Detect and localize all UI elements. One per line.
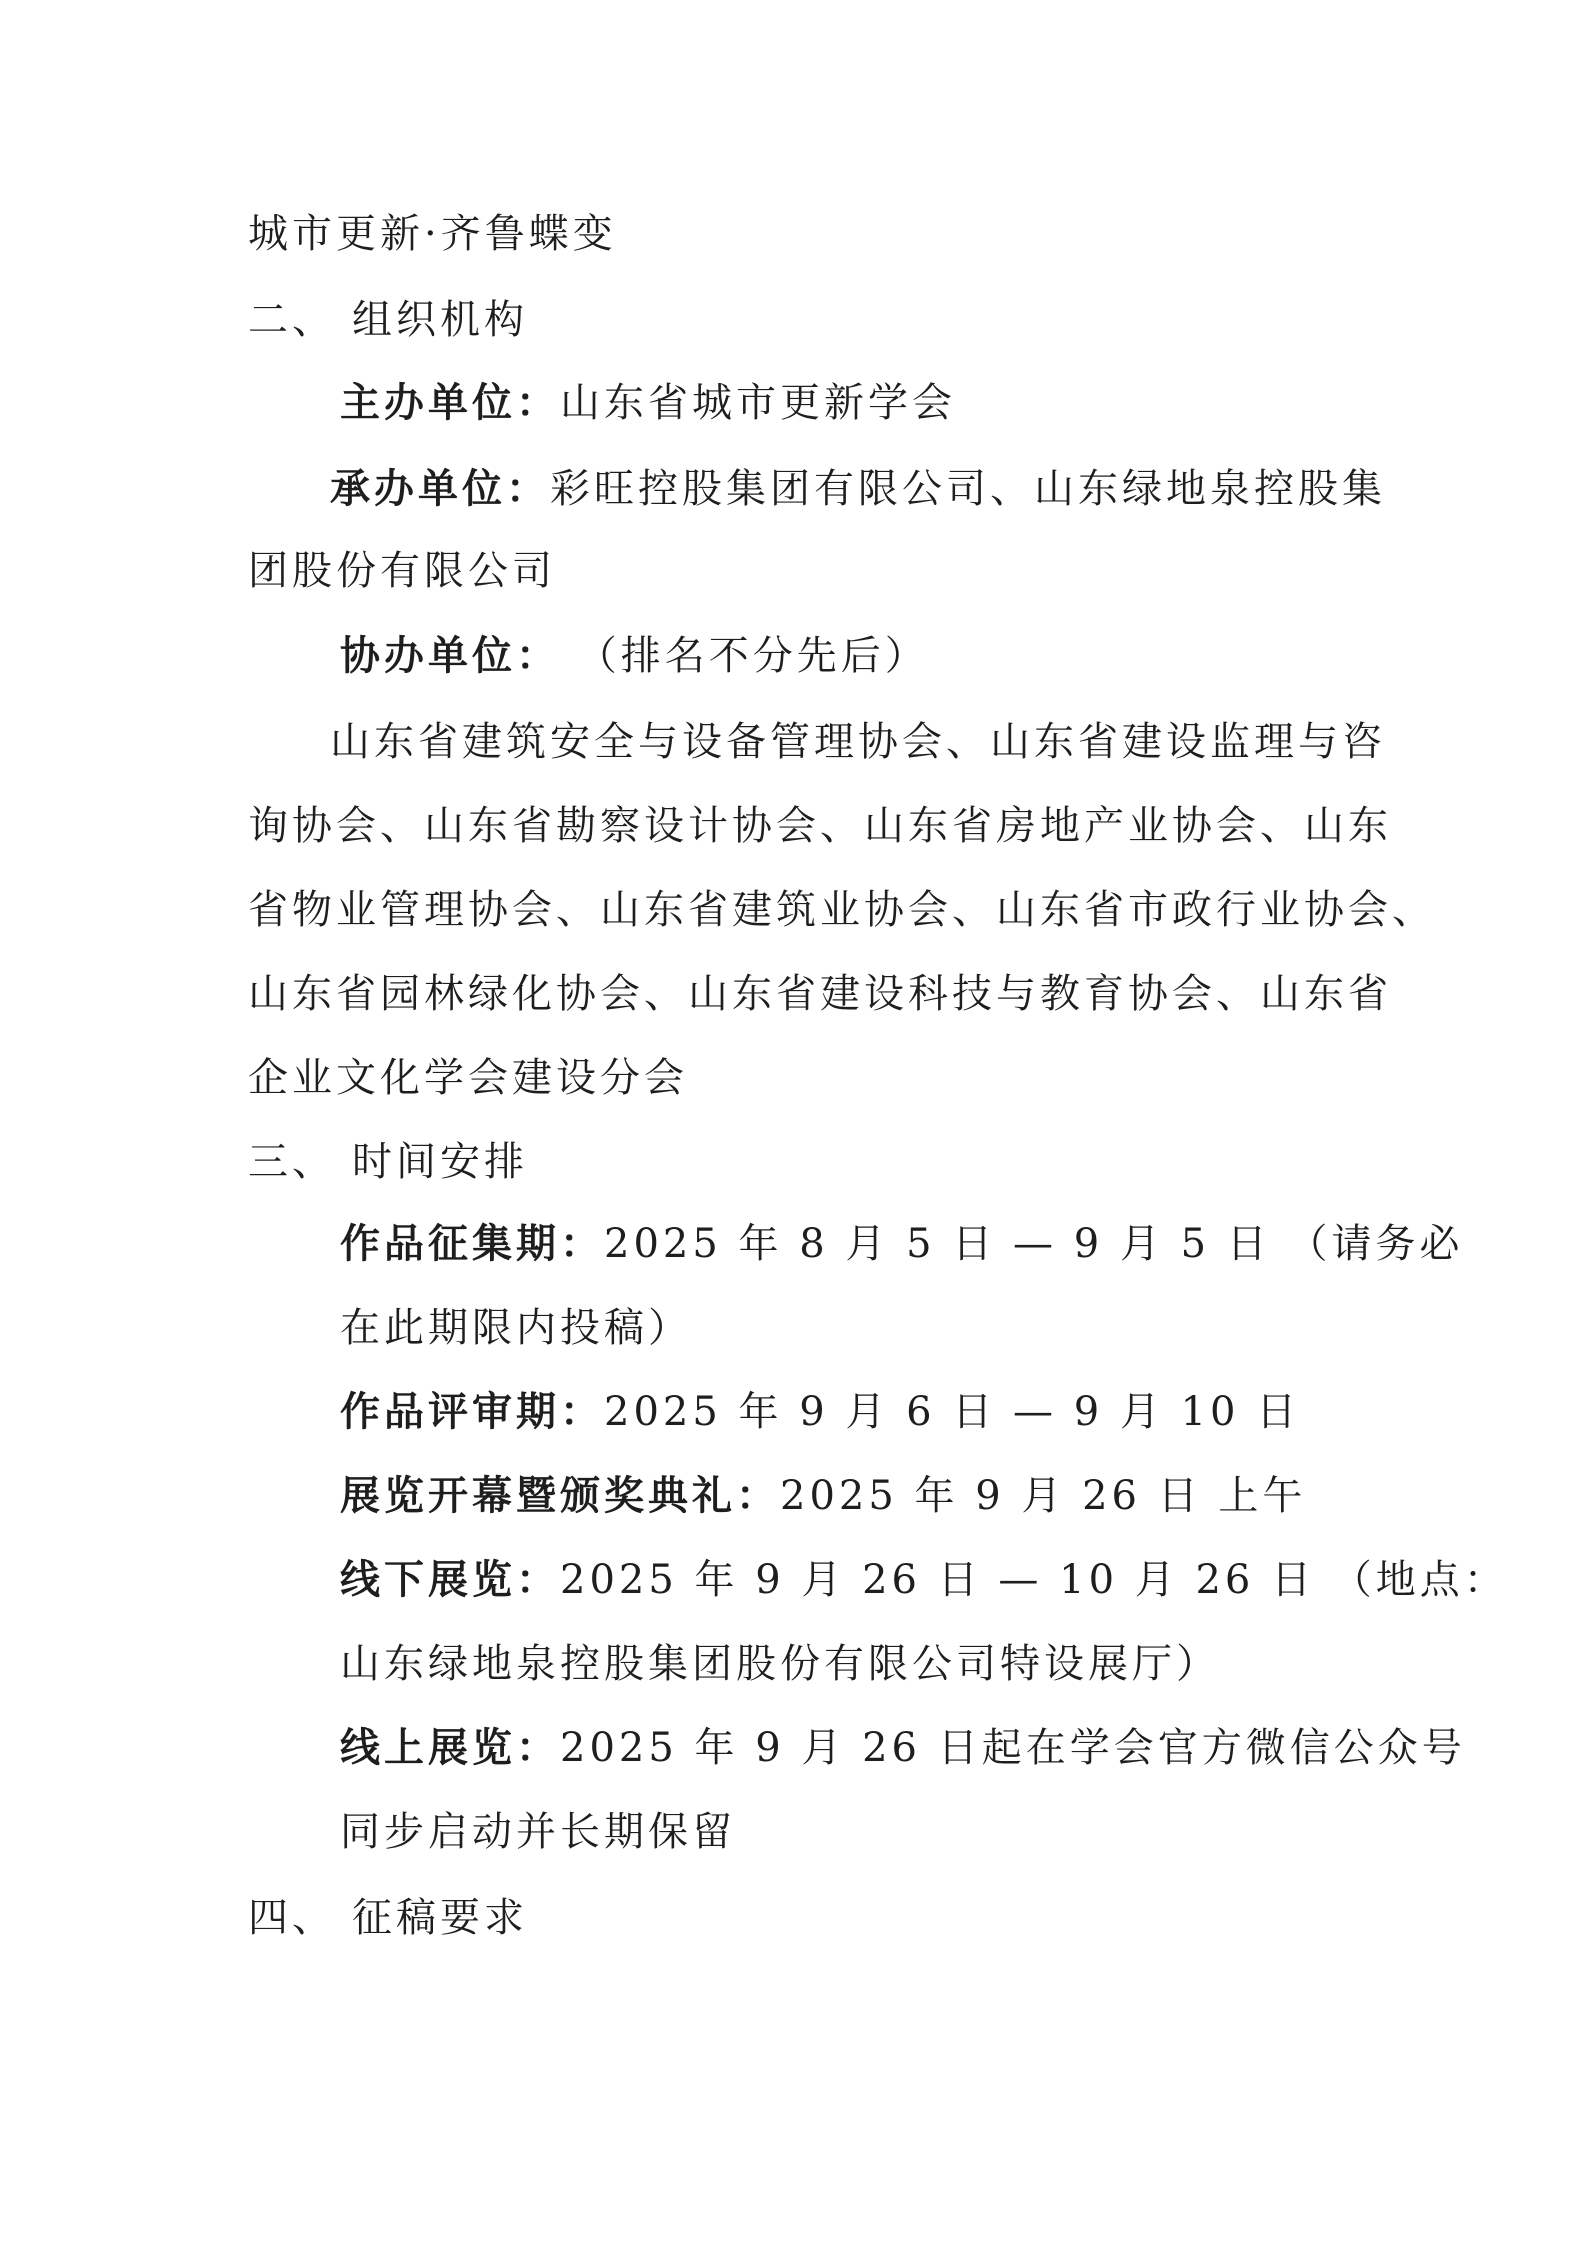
section-3-title: 时间安排 [352, 1139, 528, 1185]
collection-row [340, 1215, 1464, 1273]
section-2-heading [248, 291, 528, 349]
ceremony-value: 2025 年 9 月 26 日 上午 [780, 1473, 1307, 1519]
co-organizer-label: 协办单位： [340, 632, 560, 679]
co-organizer-row [340, 627, 929, 685]
online-row [340, 1719, 1466, 1777]
collection-label: 作品征集期： [340, 1220, 604, 1267]
section-4-title: 征稿要求 [352, 1895, 528, 1941]
offline-value-line1: 2025 年 9 月 26 日 — 10 月 26 日 （地点： [560, 1557, 1508, 1603]
co-organizer-line-3: 省物业管理协会、山东省建筑业协会、山东省市政行业协会、 [248, 887, 1436, 933]
co-organizer-note: （排名不分先后） [576, 633, 929, 679]
collection-value-line2: 在此期限内投稿） [340, 1305, 692, 1351]
intro-line: 城市更新·齐鲁蝶变 [248, 211, 617, 257]
online-label: 线上展览： [340, 1724, 560, 1771]
ceremony-label: 展览开幕暨颁奖典礼： [340, 1472, 780, 1519]
online-value-line2: 同步启动并长期保留 [340, 1809, 736, 1855]
offline-label: 线下展览： [340, 1556, 560, 1603]
collection-value-line1: 2025 年 8 月 5 日 — 9 月 5 日 （请务必 [604, 1221, 1464, 1267]
co-organizer-line-4: 山东省园林绿化协会、山东省建设科技与教育协会、山东省 [248, 971, 1392, 1017]
organizer-value-line1: 彩旺控股集团有限公司、山东绿地泉控股集 [550, 466, 1386, 512]
review-label: 作品评审期： [340, 1388, 604, 1435]
organizer-value-line2: 团股份有限公司 [248, 548, 556, 594]
host-row [340, 374, 956, 432]
section-2-title: 组织机构 [352, 297, 528, 343]
section-3-number: 三、 [248, 1139, 336, 1185]
section-2-number: 二、 [248, 297, 336, 343]
organizer-label: 承办单位： [330, 465, 550, 512]
section-3-heading [248, 1133, 528, 1191]
co-organizer-line-2: 询协会、山东省勘察设计协会、山东省房地产业协会、山东 [248, 803, 1392, 849]
host-label: 主办单位： [340, 379, 560, 426]
offline-row [340, 1551, 1508, 1609]
section-4-heading [248, 1889, 528, 1947]
review-row [340, 1383, 1300, 1441]
online-value-line1: 2025 年 9 月 26 日起在学会官方微信公众号 [560, 1725, 1466, 1771]
co-organizer-line-1: 山东省建筑安全与设备管理协会、山东省建设监理与咨 [330, 719, 1386, 765]
organizer-row [330, 460, 1386, 518]
ceremony-row [340, 1467, 1306, 1525]
review-value: 2025 年 9 月 6 日 — 9 月 10 日 [604, 1389, 1301, 1435]
co-organizer-line-5: 企业文化学会建设分会 [248, 1055, 688, 1101]
offline-value-line2: 山东绿地泉控股集团股份有限公司特设展厅） [340, 1641, 1220, 1687]
section-4-number: 四、 [248, 1895, 336, 1941]
host-value: 山东省城市更新学会 [560, 380, 956, 426]
